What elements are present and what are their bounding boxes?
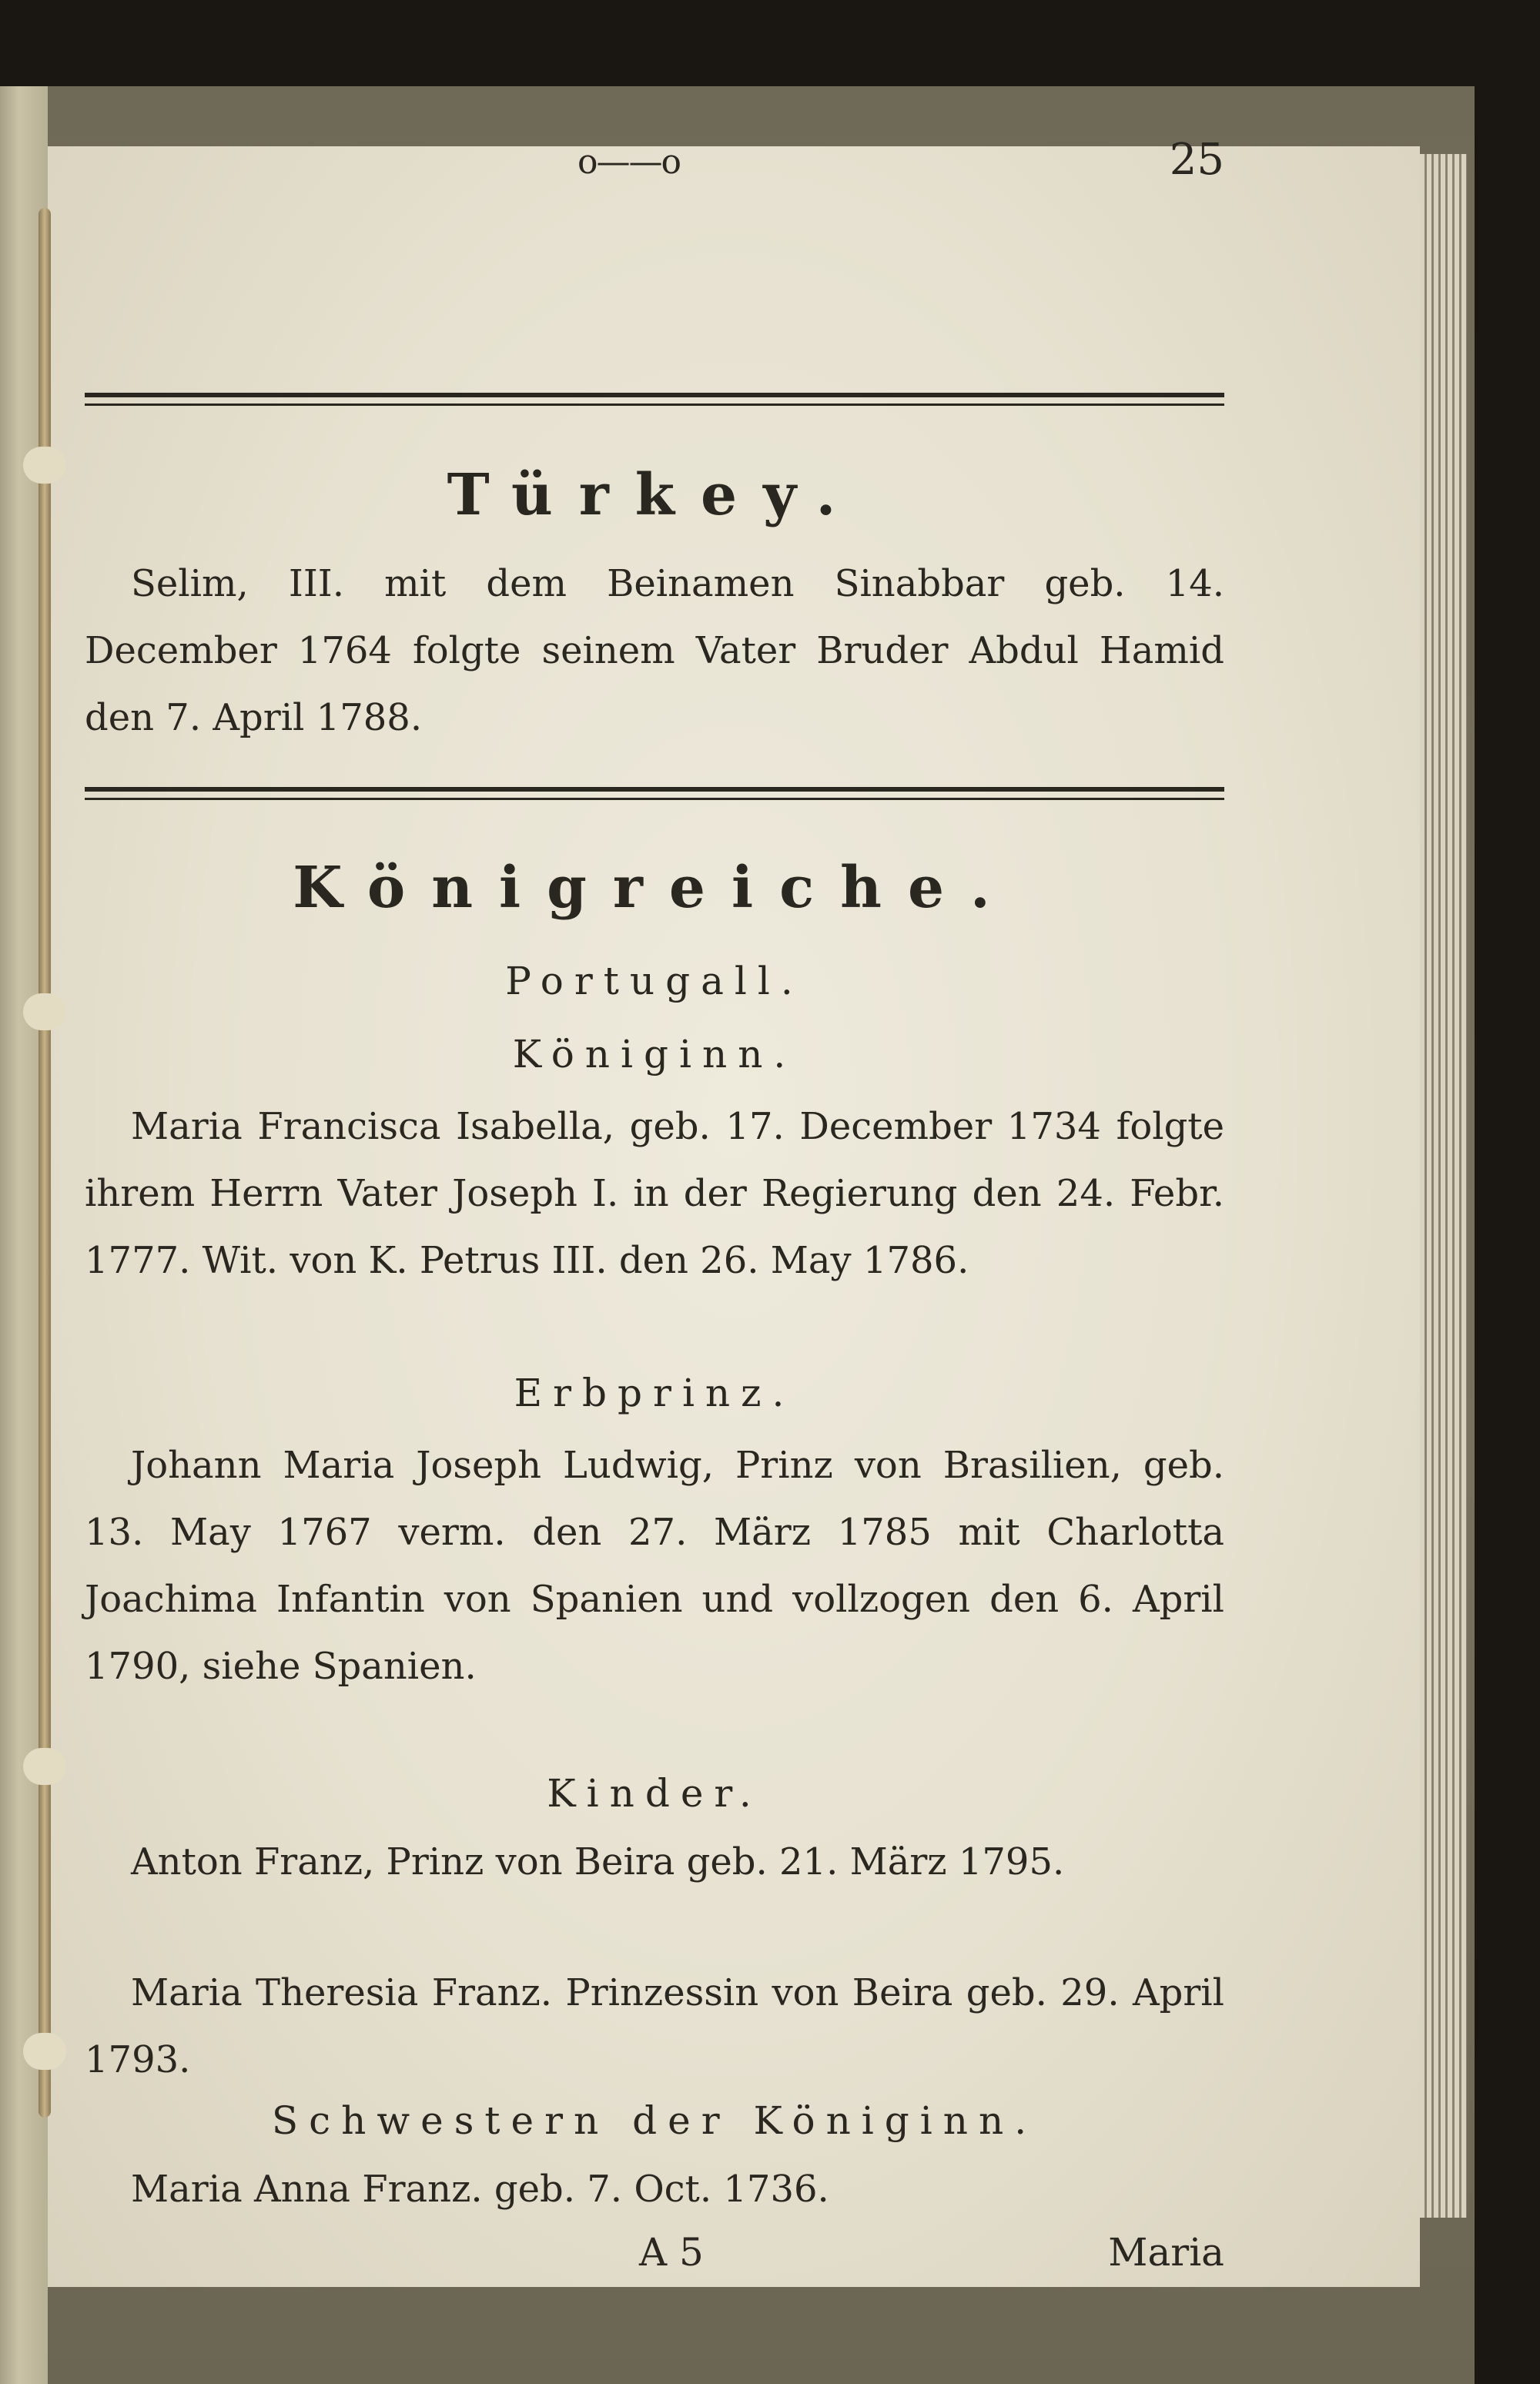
section-heading-kingdoms: Königreiche. (293, 855, 1016, 921)
double-rule (85, 787, 1224, 804)
paragraph-crown-prince: Johann Maria Joseph Ludwig, Prinz von Brasilien, geb. 13. May 1767 verm. den 27. März 1785 mit Charlotta Joachima Infantin von Spanien und vollzogen den 6. April 1790, siehe Spanien. (85, 1444, 1224, 1688)
section-heading-turkey: Türkey. (447, 462, 862, 528)
paragraph-selim: Selim, III. mit dem Beinamen Sinabbar geb. 14. December 1764 folgte seinem Vater Bruder Abdul Hamid den 7. April 1788. (85, 562, 1224, 739)
subheading-crown-prince: Erbprinz. (514, 1371, 795, 1415)
paragraph-child-1: Anton Franz, Prinz von Beira geb. 21. März 1795. (131, 1840, 1065, 1883)
subheading-children: Kinder. (547, 1771, 762, 1816)
country-heading-portugal: Portugall. (505, 959, 804, 1003)
page-footer (85, 2230, 1224, 2292)
catchword: Maria (1108, 2230, 1224, 2275)
page-edges (1413, 154, 1467, 2218)
subheading-queen: Königinn. (512, 1032, 797, 1076)
binding-stitch (23, 1748, 66, 1785)
binding-stitch (23, 2033, 66, 2070)
header-ornament: o——o (578, 142, 680, 182)
paragraph-sister: Maria Anna Franz. geb. 7. Oct. 1736. (131, 2168, 829, 2211)
signature-mark: A 5 (639, 2230, 704, 2275)
binding-stitch (23, 447, 66, 484)
page-number: 25 (1169, 135, 1224, 185)
paragraph-child-2: Maria Theresia Franz. Prinzessin von Beira geb. 29. April 1793. (85, 1971, 1224, 2081)
binding-thread (38, 208, 51, 2118)
double-rule (85, 393, 1224, 410)
page-header (85, 127, 1224, 196)
subheading-sisters: Schwestern der Königinn. (271, 2098, 1038, 2143)
binding-stitch (23, 993, 66, 1030)
paragraph-queen: Maria Francisca Isabella, geb. 17. December 1734 folgte ihrem Herrn Vater Joseph I. in der Regierung den 24. Febr. 1777. Wit. von K. Petrus III. den 26. May 1786. (85, 1105, 1224, 1282)
